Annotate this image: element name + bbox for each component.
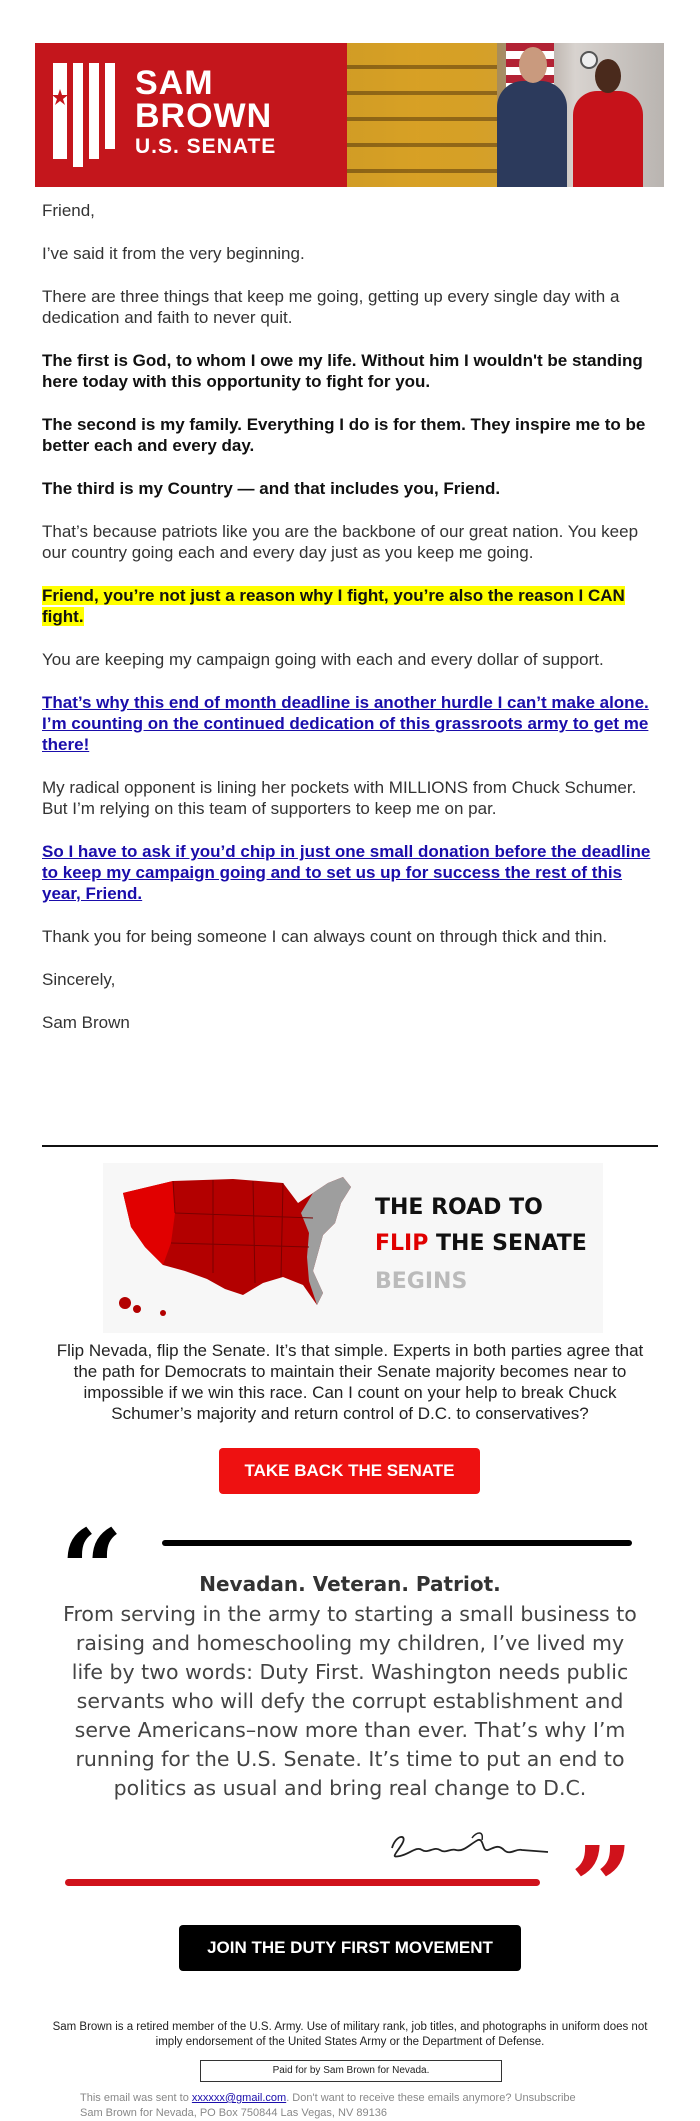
donate-link-deadline[interactable]: That’s why this end of month deadline is another hurdle I can’t make alone. I’m counting on the continued dedication of this grassroots army to get me there! xyxy=(42,693,649,754)
road-to-flip-graphic[interactable] xyxy=(103,1163,603,1333)
paragraph: I’ve said it from the very beginning. xyxy=(42,244,305,263)
highlight-paragraph xyxy=(42,585,658,627)
paragraph: My radical opponent is lining her pockets with MILLIONS from Chuck Schumer. But I’m relying on this team of supporters to keep me on par. xyxy=(42,778,637,818)
map-title-line2 xyxy=(375,1231,587,1257)
take-back-senate-button[interactable]: TAKE BACK THE SENATE xyxy=(219,1448,480,1494)
open-quote-icon: “ xyxy=(60,1505,124,1634)
header-banner[interactable] xyxy=(35,43,664,187)
paragraph: You are keeping my campaign going with each and every dollar of support. xyxy=(42,650,604,669)
donate-link-paragraph xyxy=(42,841,658,904)
paragraph: There are three things that keep me going, getting up every single day with a dedication and faith to never quit. xyxy=(42,287,620,327)
footer-info xyxy=(80,2091,680,2121)
candidate-head xyxy=(519,47,547,83)
spouse-head xyxy=(595,59,621,93)
close-quote-icon: ” xyxy=(570,1822,634,1951)
join-movement-button[interactable]: JOIN THE DUTY FIRST MOVEMENT xyxy=(179,1925,521,1971)
campaign-logo-icon xyxy=(53,63,115,167)
candidate-photo xyxy=(347,43,664,187)
map-title-flip: FLIP xyxy=(375,1231,429,1256)
quote-rule-top xyxy=(162,1540,632,1546)
map-title-senate: THE SENATE xyxy=(436,1231,587,1256)
letter-body xyxy=(42,200,658,1055)
logo-subtitle: U.S. SENATE xyxy=(135,135,277,158)
signature-icon xyxy=(386,1826,551,1866)
donate-link-chip-in[interactable]: So I have to ask if you’d chip in just one small donation before the deadline to keep my campaign going and to set us up for success the rest of this year, Friend. xyxy=(42,842,651,903)
quote-body: From serving in the army to starting a small business to raising and homeschooling my children, I’ve lived my life by two words: Duty First. Washington needs public servants who will defy the corrupt establishment and serve Americans–now more than ever. That’s why I’m running for the U.S. Senate. It’s time to put an end to politics as usual and bring real change to D.C. xyxy=(63,1602,637,1800)
us-map-icon xyxy=(113,1173,373,1323)
logo-name-line1: SAM xyxy=(135,64,214,102)
clock-icon xyxy=(580,51,598,69)
candidate-figure xyxy=(497,81,567,187)
paragraph: That’s because patriots like you are the backbone of our great nation. You keep our country going each and every day just as you keep me going. xyxy=(42,522,639,562)
military-disclaimer: Sam Brown is a retired member of the U.S. Army. Use of military rank, job titles, and photographs in uniform does not imply endorsement of the United States Army or the Department of Defense. xyxy=(52,2021,648,2048)
paragraph-bold: The third is my Country — and that includes you, Friend. xyxy=(42,479,501,498)
greeting: Friend, xyxy=(42,201,95,220)
map-title-line3: BEGINS xyxy=(375,1269,468,1294)
paragraph-bold: The first is God, to whom I owe my life. Without him I wouldn't be standing here today with this opportunity to fight for you. xyxy=(42,351,643,391)
map-title-line1: THE ROAD TO xyxy=(375,1195,543,1220)
sent-to-suffix: . Don't want to receive these emails anymore? xyxy=(286,2092,512,2104)
highlighted-text: Friend, you’re not just a reason why I fight, you’re also the reason I CAN fight. xyxy=(42,586,625,626)
paragraph: Thank you for being someone I can always count on through thick and thin. xyxy=(42,927,608,946)
logo-wordmark xyxy=(135,64,277,161)
section-divider xyxy=(42,1145,658,1147)
quote-heading: Nevadan. Veteran. Patriot. xyxy=(199,1572,501,1596)
donate-link-paragraph xyxy=(42,692,658,755)
recipient-email-link[interactable]: xxxxxx@gmail.com xyxy=(191,2092,287,2104)
closing: Sincerely, xyxy=(42,970,116,989)
flip-nevada-text: Flip Nevada, flip the Senate. It’s that simple. Experts in both parties agree that the path for Democrats to maintain their Senate majority becomes near to impossible if we win this race. Can I count on your help to break Chuck Schumer’s majority and return control of D.C. to conservatives? xyxy=(56,1341,644,1423)
logo-name-line2: BROWN xyxy=(135,97,273,135)
signoff: Sam Brown xyxy=(42,1013,130,1032)
spouse-figure xyxy=(573,91,643,187)
paragraph-bold: The second is my family. Everything I do is for them. They inspire me to be better each and every day. xyxy=(42,415,646,455)
machinery-background xyxy=(347,43,497,187)
quote-rule-bottom xyxy=(65,1879,540,1886)
paid-for-box: Paid for by Sam Brown for Nevada. xyxy=(200,2060,502,2082)
unsubscribe-link[interactable]: Unsubscribe xyxy=(514,2092,576,2104)
sent-to-prefix: This email was sent to xyxy=(80,2092,189,2104)
mailing-address: Sam Brown for Nevada, PO Box 750844 Las Vegas, NV 89136 xyxy=(80,2107,387,2119)
banner-brand-panel xyxy=(35,43,347,187)
